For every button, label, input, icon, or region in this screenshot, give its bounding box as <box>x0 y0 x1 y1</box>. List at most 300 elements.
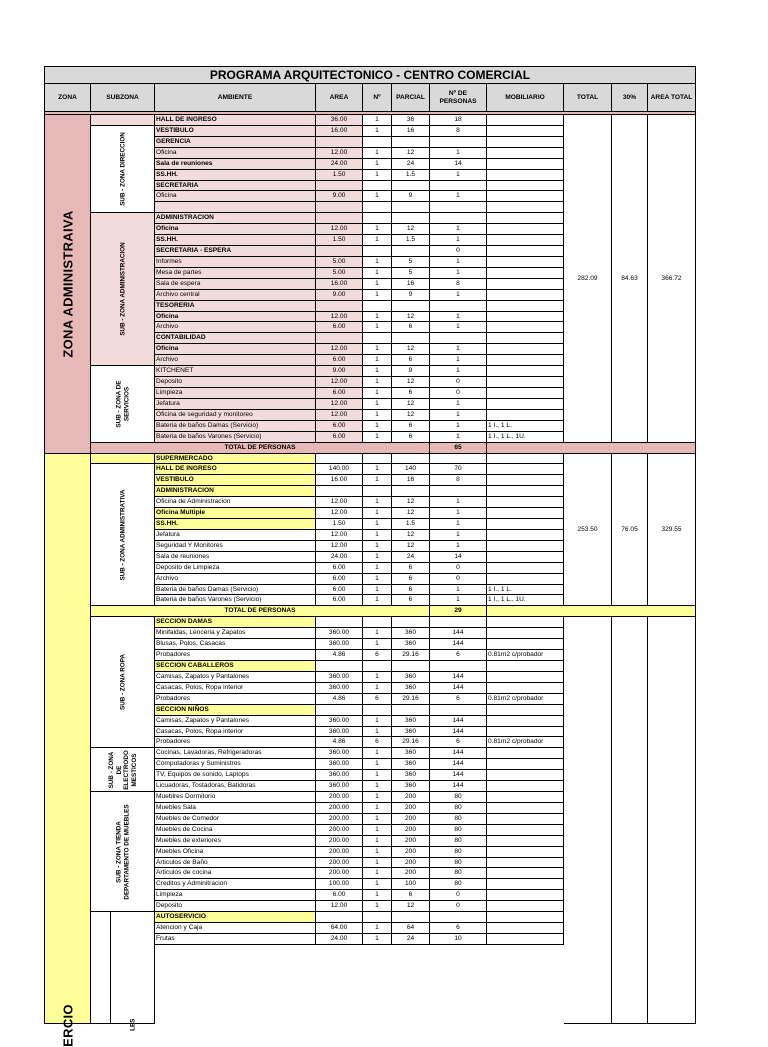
mobiliario-cell <box>487 923 564 934</box>
mobiliario-cell <box>487 235 564 246</box>
personas-cell <box>430 486 487 497</box>
ambiente-cell: Oficina <box>155 344 316 355</box>
ambiente-cell: Muebles de exteriores <box>155 836 316 847</box>
personas-cell: 80 <box>430 858 487 869</box>
subzone-label: SUB - ZONA TIENDA DEPARTAMENTO DE MUEBLES <box>115 803 130 900</box>
area-cell: 12.00 <box>316 410 363 421</box>
parcial-cell: 360 <box>392 770 430 781</box>
numero-cell <box>363 912 392 923</box>
ambiente-cell: Limpieza <box>155 388 316 399</box>
ambiente-cell: Oficina <box>155 224 316 235</box>
mobiliario-cell <box>487 541 564 552</box>
total-personas-value: 29 <box>430 606 487 617</box>
ambiente-cell: Creditos y Adminitracion <box>155 879 316 890</box>
ambiente-cell: Archivo central <box>155 290 316 301</box>
subzone-cell <box>91 126 155 213</box>
numero-cell <box>363 181 392 192</box>
personas-cell: 80 <box>430 825 487 836</box>
parcial-cell: 1.5 <box>392 170 430 181</box>
numero-cell: 1 <box>363 901 392 912</box>
area-cell <box>316 301 363 312</box>
area-cell: 4.86 <box>316 650 363 661</box>
ambiente-cell: Casacas, Polos, Ropa interior <box>155 727 316 738</box>
mobiliario-cell <box>487 137 564 148</box>
parcial-cell: 29.16 <box>392 737 430 748</box>
mobiliario-cell <box>487 344 564 355</box>
mobiliario-cell <box>487 530 564 541</box>
mobiliario-cell <box>487 246 564 257</box>
ambiente-cell: Bateria de baños Varones (Servicio) <box>155 595 316 606</box>
area-cell: 6.00 <box>316 355 363 366</box>
parcial-cell: 360 <box>392 716 430 727</box>
area-cell: 360.00 <box>316 628 363 639</box>
pct30-value: 84.63 <box>621 274 638 282</box>
personas-cell: 0 <box>430 901 487 912</box>
personas-cell <box>430 705 487 716</box>
area-cell: 200.00 <box>316 836 363 847</box>
area-cell: 360.00 <box>316 781 363 792</box>
mobiliario-cell <box>487 497 564 508</box>
personas-cell: 144 <box>430 639 487 650</box>
subzone-filler <box>91 115 155 126</box>
numero-cell: 1 <box>363 934 392 945</box>
subzone-cell <box>91 748 155 792</box>
area-total-value: 329.55 <box>661 525 682 533</box>
parcial-cell <box>392 137 430 148</box>
ambiente-cell: Oficina Multiple <box>155 508 316 519</box>
personas-cell: 1 <box>430 508 487 519</box>
area-cell: 36.00 <box>316 115 363 126</box>
parcial-cell: 9 <box>392 366 430 377</box>
column-header: AREA TOTAL <box>648 84 696 112</box>
area-cell: 200.00 <box>316 847 363 858</box>
numero-cell <box>363 246 392 257</box>
mobiliario-cell <box>487 868 564 879</box>
mobiliario-cell <box>487 115 564 126</box>
personas-cell: 6 <box>430 650 487 661</box>
parcial-cell: 200 <box>392 847 430 858</box>
total-value: 253.50 <box>577 525 598 533</box>
parcial-cell: 6 <box>392 563 430 574</box>
subzone-label: SUB - ZONA DE ELECTRODO MESTICOS <box>107 749 137 790</box>
personas-cell: 80 <box>430 879 487 890</box>
numero-cell: 6 <box>363 650 392 661</box>
personas-cell: 10 <box>430 934 487 945</box>
personas-cell: 1 <box>430 235 487 246</box>
area-cell: 100.00 <box>316 879 363 890</box>
personas-cell: 1 <box>430 541 487 552</box>
numero-cell: 1 <box>363 868 392 879</box>
area-cell: 9.00 <box>316 191 363 202</box>
subzone-cell <box>91 213 155 366</box>
mobiliario-cell <box>487 683 564 694</box>
area-cell: 12.00 <box>316 344 363 355</box>
numero-cell: 1 <box>363 508 392 519</box>
ambiente-cell: Sala de espera <box>155 279 316 290</box>
area-cell: 12.00 <box>316 312 363 323</box>
personas-cell: 1 <box>430 530 487 541</box>
ambiente-cell: Jefatura <box>155 399 316 410</box>
mobiliario-cell <box>487 781 564 792</box>
personas-cell: 1 <box>430 421 487 432</box>
ambiente-cell: Oficina <box>155 148 316 159</box>
parcial-cell: 360 <box>392 781 430 792</box>
total-label: TOTAL DE PERSONAS <box>91 606 430 617</box>
area-cell: 12.00 <box>316 901 363 912</box>
ambiente-cell: ADMINISTRACION <box>155 213 316 224</box>
area-cell: 360.00 <box>316 759 363 770</box>
numero-cell: 1 <box>363 628 392 639</box>
area-cell: 9.00 <box>316 290 363 301</box>
mobiliario-cell <box>487 617 564 628</box>
numero-cell: 1 <box>363 563 392 574</box>
mobiliario-cell <box>487 126 564 137</box>
area-cell: 360.00 <box>316 683 363 694</box>
ambiente-cell: Jefatura <box>155 530 316 541</box>
numero-cell <box>363 202 392 213</box>
mobiliario-cell <box>487 170 564 181</box>
parcial-cell: 12 <box>392 399 430 410</box>
personas-cell: 6 <box>430 737 487 748</box>
area-cell: 200.00 <box>316 868 363 879</box>
mobiliario-cell <box>487 836 564 847</box>
numero-cell: 6 <box>363 737 392 748</box>
area-cell <box>316 705 363 716</box>
numero-cell: 1 <box>363 497 392 508</box>
numero-cell: 1 <box>363 159 392 170</box>
area-cell: 4.86 <box>316 694 363 705</box>
parcial-cell: 1.5 <box>392 235 430 246</box>
personas-cell: 1 <box>430 344 487 355</box>
numero-cell <box>363 454 392 465</box>
area-cell: 16.00 <box>316 475 363 486</box>
numero-cell: 1 <box>363 268 392 279</box>
area-cell: 5.00 <box>316 268 363 279</box>
personas-cell: 1 <box>430 191 487 202</box>
mobiliario-cell: 1 I., 1 L., 1U. <box>487 432 564 443</box>
mobiliario-cell <box>487 301 564 312</box>
area-cell: 4.86 <box>316 737 363 748</box>
area-cell <box>316 333 363 344</box>
mobiliario-cell <box>487 639 564 650</box>
area-cell <box>316 661 363 672</box>
mobiliario-cell <box>487 377 564 388</box>
mobiliario-cell <box>487 727 564 738</box>
mobiliario-cell <box>487 934 564 945</box>
mobiliario-cell <box>487 716 564 727</box>
parcial-cell: 12 <box>392 148 430 159</box>
area-cell: 12.00 <box>316 508 363 519</box>
mobiliario-cell: 0.81m2 c/probador <box>487 650 564 661</box>
parcial-cell: 200 <box>392 868 430 879</box>
personas-cell: 1 <box>430 170 487 181</box>
parcial-cell: 29.16 <box>392 694 430 705</box>
ambiente-cell: Probadores <box>155 737 316 748</box>
numero-cell: 1 <box>363 574 392 585</box>
personas-cell: 1 <box>430 366 487 377</box>
parcial-cell: 16 <box>392 279 430 290</box>
numero-cell: 1 <box>363 115 392 126</box>
mobiliario-cell: 1 I., 1 L. <box>487 421 564 432</box>
mobiliario-cell <box>487 290 564 301</box>
mobiliario-cell <box>487 159 564 170</box>
numero-cell: 1 <box>363 890 392 901</box>
numero-cell: 1 <box>363 191 392 202</box>
personas-cell: 80 <box>430 792 487 803</box>
area-cell: 200.00 <box>316 825 363 836</box>
area-cell: 5.00 <box>316 257 363 268</box>
area-cell: 12.00 <box>316 148 363 159</box>
column-header: 30% <box>612 84 648 112</box>
numero-cell: 1 <box>363 475 392 486</box>
mobiliario-cell <box>487 312 564 323</box>
parcial-cell: 360 <box>392 672 430 683</box>
parcial-cell: 360 <box>392 639 430 650</box>
ambiente-cell: HALL DE INGRESO <box>155 464 316 475</box>
personas-cell: 1 <box>430 224 487 235</box>
mobiliario-cell <box>487 792 564 803</box>
numero-cell <box>363 661 392 672</box>
ambiente-cell: Bateria de baños Damas (Servicio) <box>155 421 316 432</box>
subzone-label: SUB - ZONA DIRECCION <box>118 132 126 206</box>
parcial-cell: 140 <box>392 464 430 475</box>
numero-cell <box>363 705 392 716</box>
area-cell: 6.00 <box>316 585 363 596</box>
parcial-cell: 200 <box>392 858 430 869</box>
personas-cell: 144 <box>430 781 487 792</box>
parcial-cell <box>392 486 430 497</box>
subzone-label: SUB - ZONA ROPA <box>118 654 126 711</box>
mobiliario-cell <box>487 454 564 465</box>
parcial-cell: 12 <box>392 344 430 355</box>
subzone-filler <box>91 912 111 1024</box>
ambiente-cell: Blusas, Polos, Casacas <box>155 639 316 650</box>
ambiente-cell: Camisas, Zapatos y Pantalones <box>155 716 316 727</box>
parcial-cell: 9 <box>392 191 430 202</box>
mobiliario-cell <box>487 268 564 279</box>
mobiliario-cell <box>487 705 564 716</box>
mobiliario-cell <box>487 803 564 814</box>
mobiliario-cell <box>487 825 564 836</box>
parcial-cell: 360 <box>392 628 430 639</box>
ambiente-cell: Deposito <box>155 377 316 388</box>
ambiente-cell <box>155 202 316 213</box>
mobiliario-cell <box>487 912 564 923</box>
ambiente-cell: Atencion y Caja <box>155 923 316 934</box>
table-title: PROGRAMA ARQUITECTONICO - CENTRO COMERCIAL <box>44 66 696 84</box>
ambiente-cell: Muebles Sala <box>155 803 316 814</box>
ambiente-cell: VESTIBULO <box>155 475 316 486</box>
personas-cell <box>430 202 487 213</box>
parcial-cell <box>392 333 430 344</box>
numero-cell: 1 <box>363 923 392 934</box>
ambiente-cell: GERENCIA <box>155 137 316 148</box>
ambiente-cell: SECCION NIÑOS <box>155 705 316 716</box>
area-cell <box>316 137 363 148</box>
numero-cell: 1 <box>363 355 392 366</box>
ambiente-cell: Articulos de cocina <box>155 868 316 879</box>
total-filler <box>487 443 696 454</box>
mobiliario-cell <box>487 901 564 912</box>
parcial-cell: 64 <box>392 923 430 934</box>
numero-cell <box>363 617 392 628</box>
ambiente-cell: Bateria de baños Damas (Servicio) <box>155 585 316 596</box>
subzone-label: SUB - ZONA DE SERVICIOS <box>115 380 130 428</box>
area-cell: 200.00 <box>316 858 363 869</box>
mobiliario-cell: 1 I., 1 L., 1U. <box>487 595 564 606</box>
parcial-cell <box>392 454 430 465</box>
area-cell: 1.50 <box>316 170 363 181</box>
ambiente-cell: Probadores <box>155 650 316 661</box>
total-personas-value: 65 <box>430 443 487 454</box>
parcial-cell: 200 <box>392 803 430 814</box>
parcial-cell: 200 <box>392 836 430 847</box>
ambiente-cell: SUPERMERCADO <box>155 454 316 465</box>
mobiliario-cell <box>487 519 564 530</box>
numero-cell: 1 <box>363 257 392 268</box>
personas-cell <box>430 454 487 465</box>
mobiliario-cell <box>487 257 564 268</box>
parcial-cell: 360 <box>392 727 430 738</box>
personas-cell: 80 <box>430 836 487 847</box>
total-blank-cell <box>648 617 696 1024</box>
parcial-cell <box>392 617 430 628</box>
column-header: SUBZONA <box>91 84 155 112</box>
ambiente-cell: Minifaldas, Lenceria y Zapatos <box>155 628 316 639</box>
personas-cell: 144 <box>430 770 487 781</box>
mobiliario-cell <box>487 399 564 410</box>
numero-cell: 1 <box>363 847 392 858</box>
ambiente-cell: Camisas, Zapatos y Pantalones <box>155 672 316 683</box>
area-cell: 16.00 <box>316 279 363 290</box>
total-area-total-cell <box>648 115 696 443</box>
mobiliario-cell <box>487 552 564 563</box>
numero-cell: 1 <box>363 836 392 847</box>
mobiliario-cell: 0.81m2 c/probador <box>487 737 564 748</box>
mobiliario-cell <box>487 388 564 399</box>
column-header: PARCIAL <box>392 84 430 112</box>
ambiente-cell: SECCION CABALLEROS <box>155 661 316 672</box>
subzone-cell <box>91 792 155 912</box>
subzone-cell <box>91 617 155 748</box>
parcial-cell <box>392 246 430 257</box>
area-cell: 140.00 <box>316 464 363 475</box>
area-cell: 6.00 <box>316 890 363 901</box>
personas-cell: 70 <box>430 464 487 475</box>
mobiliario-cell <box>487 748 564 759</box>
parcial-cell: 12 <box>392 377 430 388</box>
parcial-cell: 12 <box>392 530 430 541</box>
ambiente-cell: AUTOSERVICIO <box>155 912 316 923</box>
mobiliario-cell <box>487 224 564 235</box>
mobiliario-cell <box>487 181 564 192</box>
personas-cell: 80 <box>430 803 487 814</box>
numero-cell: 1 <box>363 639 392 650</box>
numero-cell: 1 <box>363 552 392 563</box>
numero-cell: 1 <box>363 344 392 355</box>
area-cell: 6.00 <box>316 432 363 443</box>
numero-cell: 1 <box>363 366 392 377</box>
numero-cell: 1 <box>363 781 392 792</box>
numero-cell: 1 <box>363 235 392 246</box>
column-header: Nº <box>363 84 392 112</box>
parcial-cell: 24 <box>392 552 430 563</box>
personas-cell: 144 <box>430 727 487 738</box>
column-header: ZONA <box>44 84 91 112</box>
column-header: MOBILIARIO <box>487 84 564 112</box>
personas-cell: 0 <box>430 388 487 399</box>
personas-cell: 0 <box>430 246 487 257</box>
mobiliario-cell <box>487 672 564 683</box>
personas-cell: 0 <box>430 563 487 574</box>
parcial-cell: 12 <box>392 224 430 235</box>
area-cell: 12.00 <box>316 541 363 552</box>
personas-cell: 1 <box>430 519 487 530</box>
total-pct30-cell <box>612 115 648 443</box>
parcial-cell: 24 <box>392 159 430 170</box>
ambiente-cell: Archivo <box>155 574 316 585</box>
mobiliario-cell: 0.81m2 c/probador <box>487 694 564 705</box>
numero-cell: 1 <box>363 432 392 443</box>
ambiente-cell: Limpieza <box>155 890 316 901</box>
ambiente-cell: Muebles Oficina <box>155 847 316 858</box>
personas-cell: 14 <box>430 552 487 563</box>
parcial-cell: 200 <box>392 814 430 825</box>
numero-cell: 1 <box>363 290 392 301</box>
total-label: TOTAL DE PERSONAS <box>91 443 430 454</box>
area-cell: 360.00 <box>316 639 363 650</box>
numero-cell: 1 <box>363 322 392 333</box>
ambiente-cell: Muebles de Cocina <box>155 825 316 836</box>
parcial-cell: 360 <box>392 759 430 770</box>
numero-cell: 1 <box>363 792 392 803</box>
parcial-cell: 6 <box>392 574 430 585</box>
mobiliario-cell <box>487 879 564 890</box>
numero-cell <box>363 333 392 344</box>
personas-cell: 80 <box>430 847 487 858</box>
area-cell: 360.00 <box>316 727 363 738</box>
mobiliario-cell <box>487 486 564 497</box>
parcial-cell: 29.16 <box>392 650 430 661</box>
ambiente-cell: SECCION DAMAS <box>155 617 316 628</box>
ambiente-cell: Cocinas, Lavadoras, Refrigeradoras <box>155 748 316 759</box>
personas-cell: 144 <box>430 759 487 770</box>
ambiente-cell: Licuadoras, Tostadoras, Batidoras <box>155 781 316 792</box>
area-cell: 1.50 <box>316 519 363 530</box>
personas-cell: 1 <box>430 585 487 596</box>
parcial-cell <box>392 301 430 312</box>
ambiente-cell: TV, Equipos de sonido, Laptops <box>155 770 316 781</box>
parcial-cell: 200 <box>392 792 430 803</box>
area-cell: 200.00 <box>316 803 363 814</box>
ambiente-cell: Archivo <box>155 355 316 366</box>
total-pct30-cell <box>612 454 648 607</box>
area-cell: 6.00 <box>316 322 363 333</box>
numero-cell: 1 <box>363 410 392 421</box>
mobiliario-cell <box>487 191 564 202</box>
mobiliario-cell <box>487 847 564 858</box>
mobiliario-cell <box>487 475 564 486</box>
parcial-cell: 12 <box>392 901 430 912</box>
personas-cell: 8 <box>430 126 487 137</box>
area-cell <box>316 454 363 465</box>
personas-cell: 144 <box>430 748 487 759</box>
mobiliario-cell <box>487 574 564 585</box>
column-header: Nº DE PERSONAS <box>430 84 487 112</box>
personas-cell: 1 <box>430 399 487 410</box>
numero-cell: 1 <box>363 825 392 836</box>
mobiliario-cell <box>487 563 564 574</box>
